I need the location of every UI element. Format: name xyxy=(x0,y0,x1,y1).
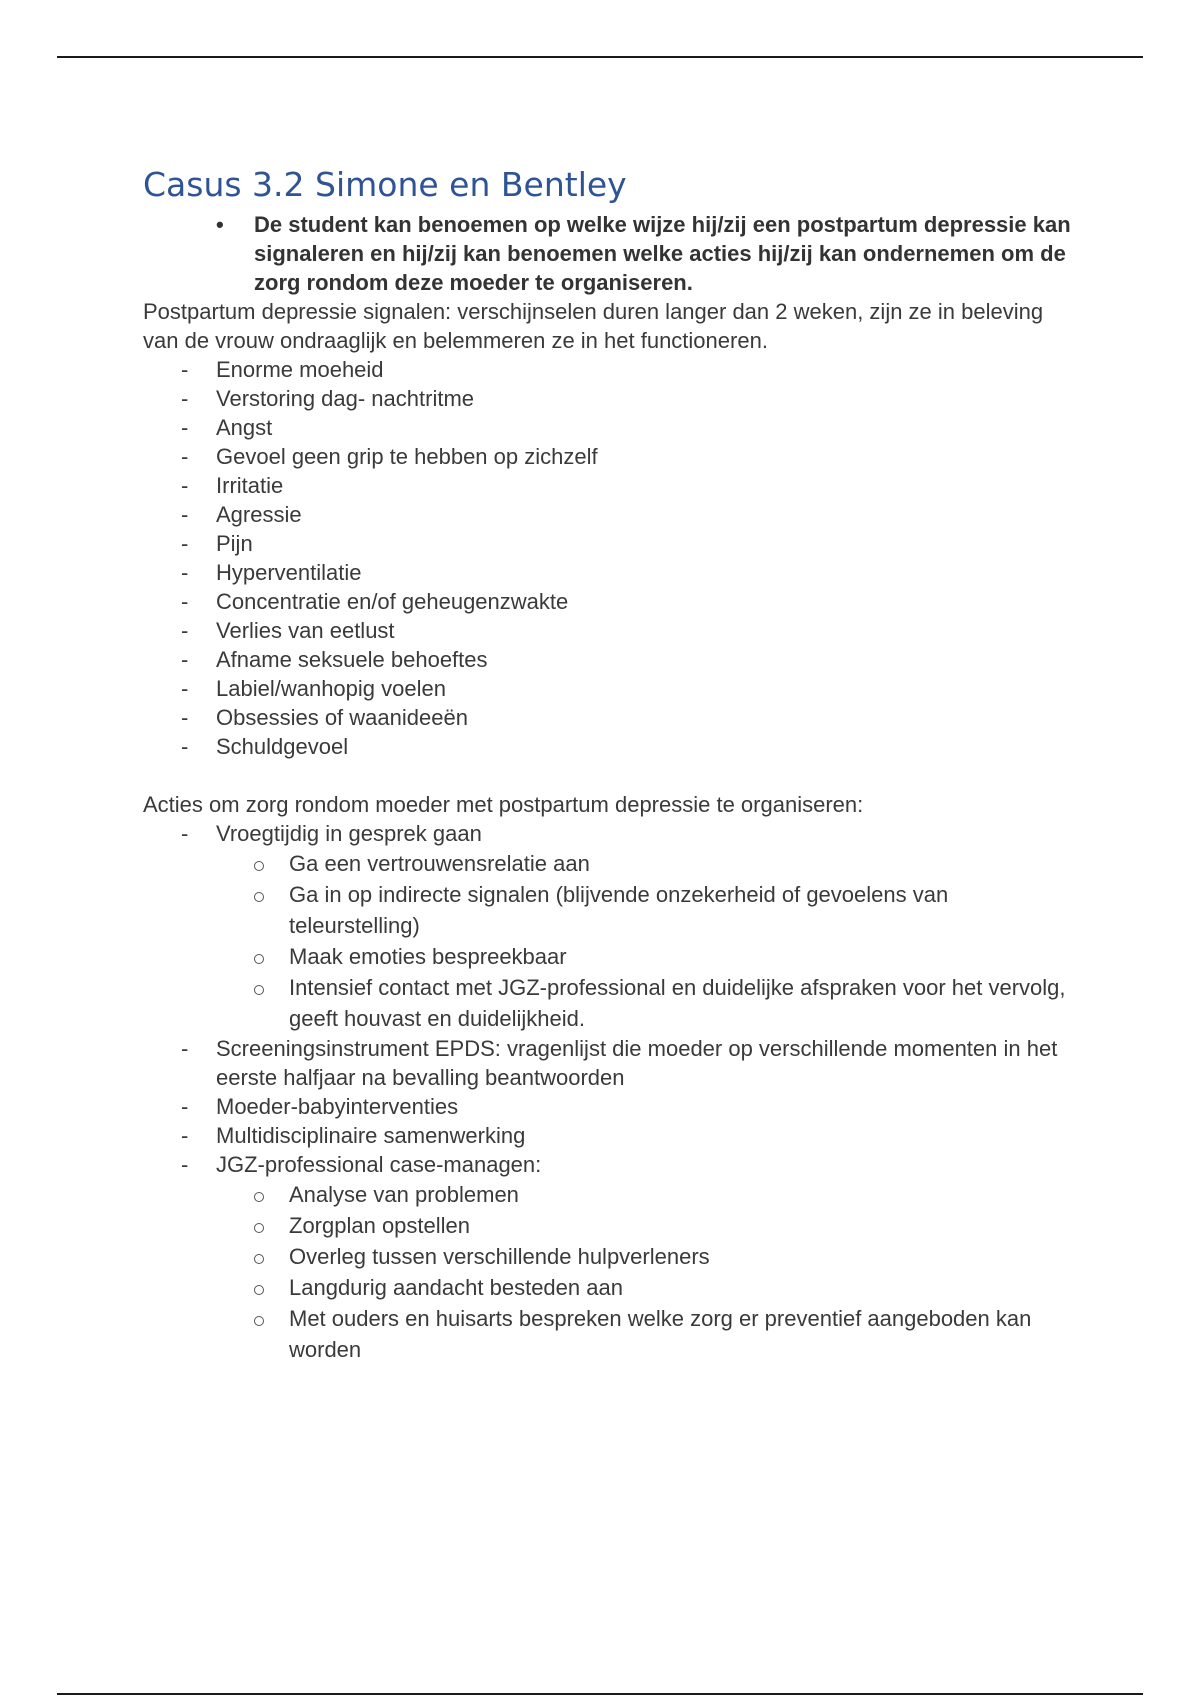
dash-icon: - xyxy=(181,473,189,498)
actions-sublist-case-management xyxy=(216,1179,1083,1365)
sub-list-item: Zorgplan opstellen xyxy=(216,1210,1083,1241)
dash-icon: - xyxy=(181,502,189,527)
footer-rule xyxy=(57,1693,1143,1695)
actions-list-continued xyxy=(143,1034,1083,1179)
bullet-icon: • xyxy=(216,212,224,237)
list-item: - Angst xyxy=(181,415,273,440)
circle-bullet-icon xyxy=(254,954,264,964)
list-item: - Agressie xyxy=(181,502,302,527)
dash-icon: - xyxy=(181,1123,189,1148)
sub-list-item: Intensief contact met JGZ-professional en duidelijke afspraken voor het vervolg, geeft houvast en duidelijkheid. xyxy=(216,972,1083,1034)
circle-bullet-icon xyxy=(254,985,264,995)
signals-intro: Postpartum depressie signalen: verschijnselen duren langer dan 2 weken, zijn ze in beleving van de vrouw ondraaglijk en belemmeren ze in het functioneren. xyxy=(143,299,1044,353)
dash-icon: - xyxy=(181,734,189,759)
dash-icon: - xyxy=(181,415,189,440)
list-item: - Schuldgevoel xyxy=(181,734,349,759)
document-body xyxy=(143,160,1083,1365)
list-item: - Vroegtijdig in gesprek gaan xyxy=(181,821,482,846)
list-item: - Labiel/wanhopig voelen xyxy=(181,676,446,701)
circle-bullet-icon xyxy=(254,1192,264,1202)
circle-bullet-icon xyxy=(254,1316,264,1326)
sub-list-item: Ga in op indirecte signalen (blijvende onzekerheid of gevoelens van teleurstelling) xyxy=(216,879,1083,941)
dash-icon: - xyxy=(181,1094,189,1119)
dash-icon: - xyxy=(181,705,189,730)
dash-icon: - xyxy=(181,444,189,469)
sub-list-item: Overleg tussen verschillende hulpverleners xyxy=(216,1241,1083,1272)
list-item: - Hyperventilatie xyxy=(181,560,362,585)
dash-icon: - xyxy=(181,531,189,556)
learning-objective xyxy=(216,210,1083,297)
dash-icon: - xyxy=(181,357,189,382)
actions-sublist-conversation xyxy=(216,848,1083,1034)
list-item: - Pijn xyxy=(181,531,253,556)
header-rule xyxy=(57,56,1143,58)
signals-list xyxy=(143,355,1083,761)
circle-bullet-icon xyxy=(254,1285,264,1295)
dash-icon: - xyxy=(181,560,189,585)
objective-text: De student kan benoemen op welke wijze hij/zij een postpartum depressie kan signaleren en hij/zij kan benoemen welke acties hij/zij kan ondernemen om de zorg rondom deze moeder te organiseren. xyxy=(254,212,1071,295)
circle-bullet-icon xyxy=(254,861,264,871)
list-item: - Verstoring dag- nachtritme xyxy=(181,386,475,411)
page-title: Casus 3.2 Simone en Bentley xyxy=(143,165,627,204)
actions-intro: Acties om zorg rondom moeder met postpartum depressie te organiseren: xyxy=(143,792,864,817)
list-item: - Concentratie en/of geheugenzwakte xyxy=(181,589,569,614)
list-item: - Gevoel geen grip te hebben op zichzelf xyxy=(181,444,598,469)
list-item: - Enorme moeheid xyxy=(181,357,384,382)
dash-icon: - xyxy=(181,821,189,846)
list-item: - Verlies van eetlust xyxy=(181,618,395,643)
circle-bullet-icon xyxy=(254,892,264,902)
actions-list xyxy=(143,819,1083,848)
list-item: - Multidisciplinaire samenwerking xyxy=(181,1123,526,1148)
sub-list-item: Langdurig aandacht besteden aan xyxy=(216,1272,1083,1303)
list-item: - JGZ-professional case-managen: xyxy=(181,1152,542,1177)
sub-list-item: Maak emoties bespreekbaar xyxy=(216,941,1083,972)
dash-icon: - xyxy=(181,1036,189,1061)
list-item: - Moeder-babyinterventies xyxy=(181,1094,459,1119)
list-item: - Afname seksuele behoeftes xyxy=(181,647,488,672)
dash-icon: - xyxy=(181,618,189,643)
circle-bullet-icon xyxy=(254,1223,264,1233)
dash-icon: - xyxy=(181,386,189,411)
sub-list-item: Ga een vertrouwensrelatie aan xyxy=(216,848,1083,879)
sub-list-item: Met ouders en huisarts bespreken welke zorg er preventief aangeboden kan worden xyxy=(216,1303,1083,1365)
sub-list-item: Analyse van problemen xyxy=(216,1179,1083,1210)
circle-bullet-icon xyxy=(254,1254,264,1264)
list-item: - Obsessies of waanideeën xyxy=(181,705,468,730)
dash-icon: - xyxy=(181,589,189,614)
dash-icon: - xyxy=(181,647,189,672)
list-item: - Irritatie xyxy=(181,473,284,498)
list-item: - Screeningsinstrument EPDS: vragenlijst die moeder op verschillende momenten in het eerste halfjaar na bevalling beantwoorden xyxy=(181,1036,1058,1090)
dash-icon: - xyxy=(181,676,189,701)
dash-icon: - xyxy=(181,1152,189,1177)
